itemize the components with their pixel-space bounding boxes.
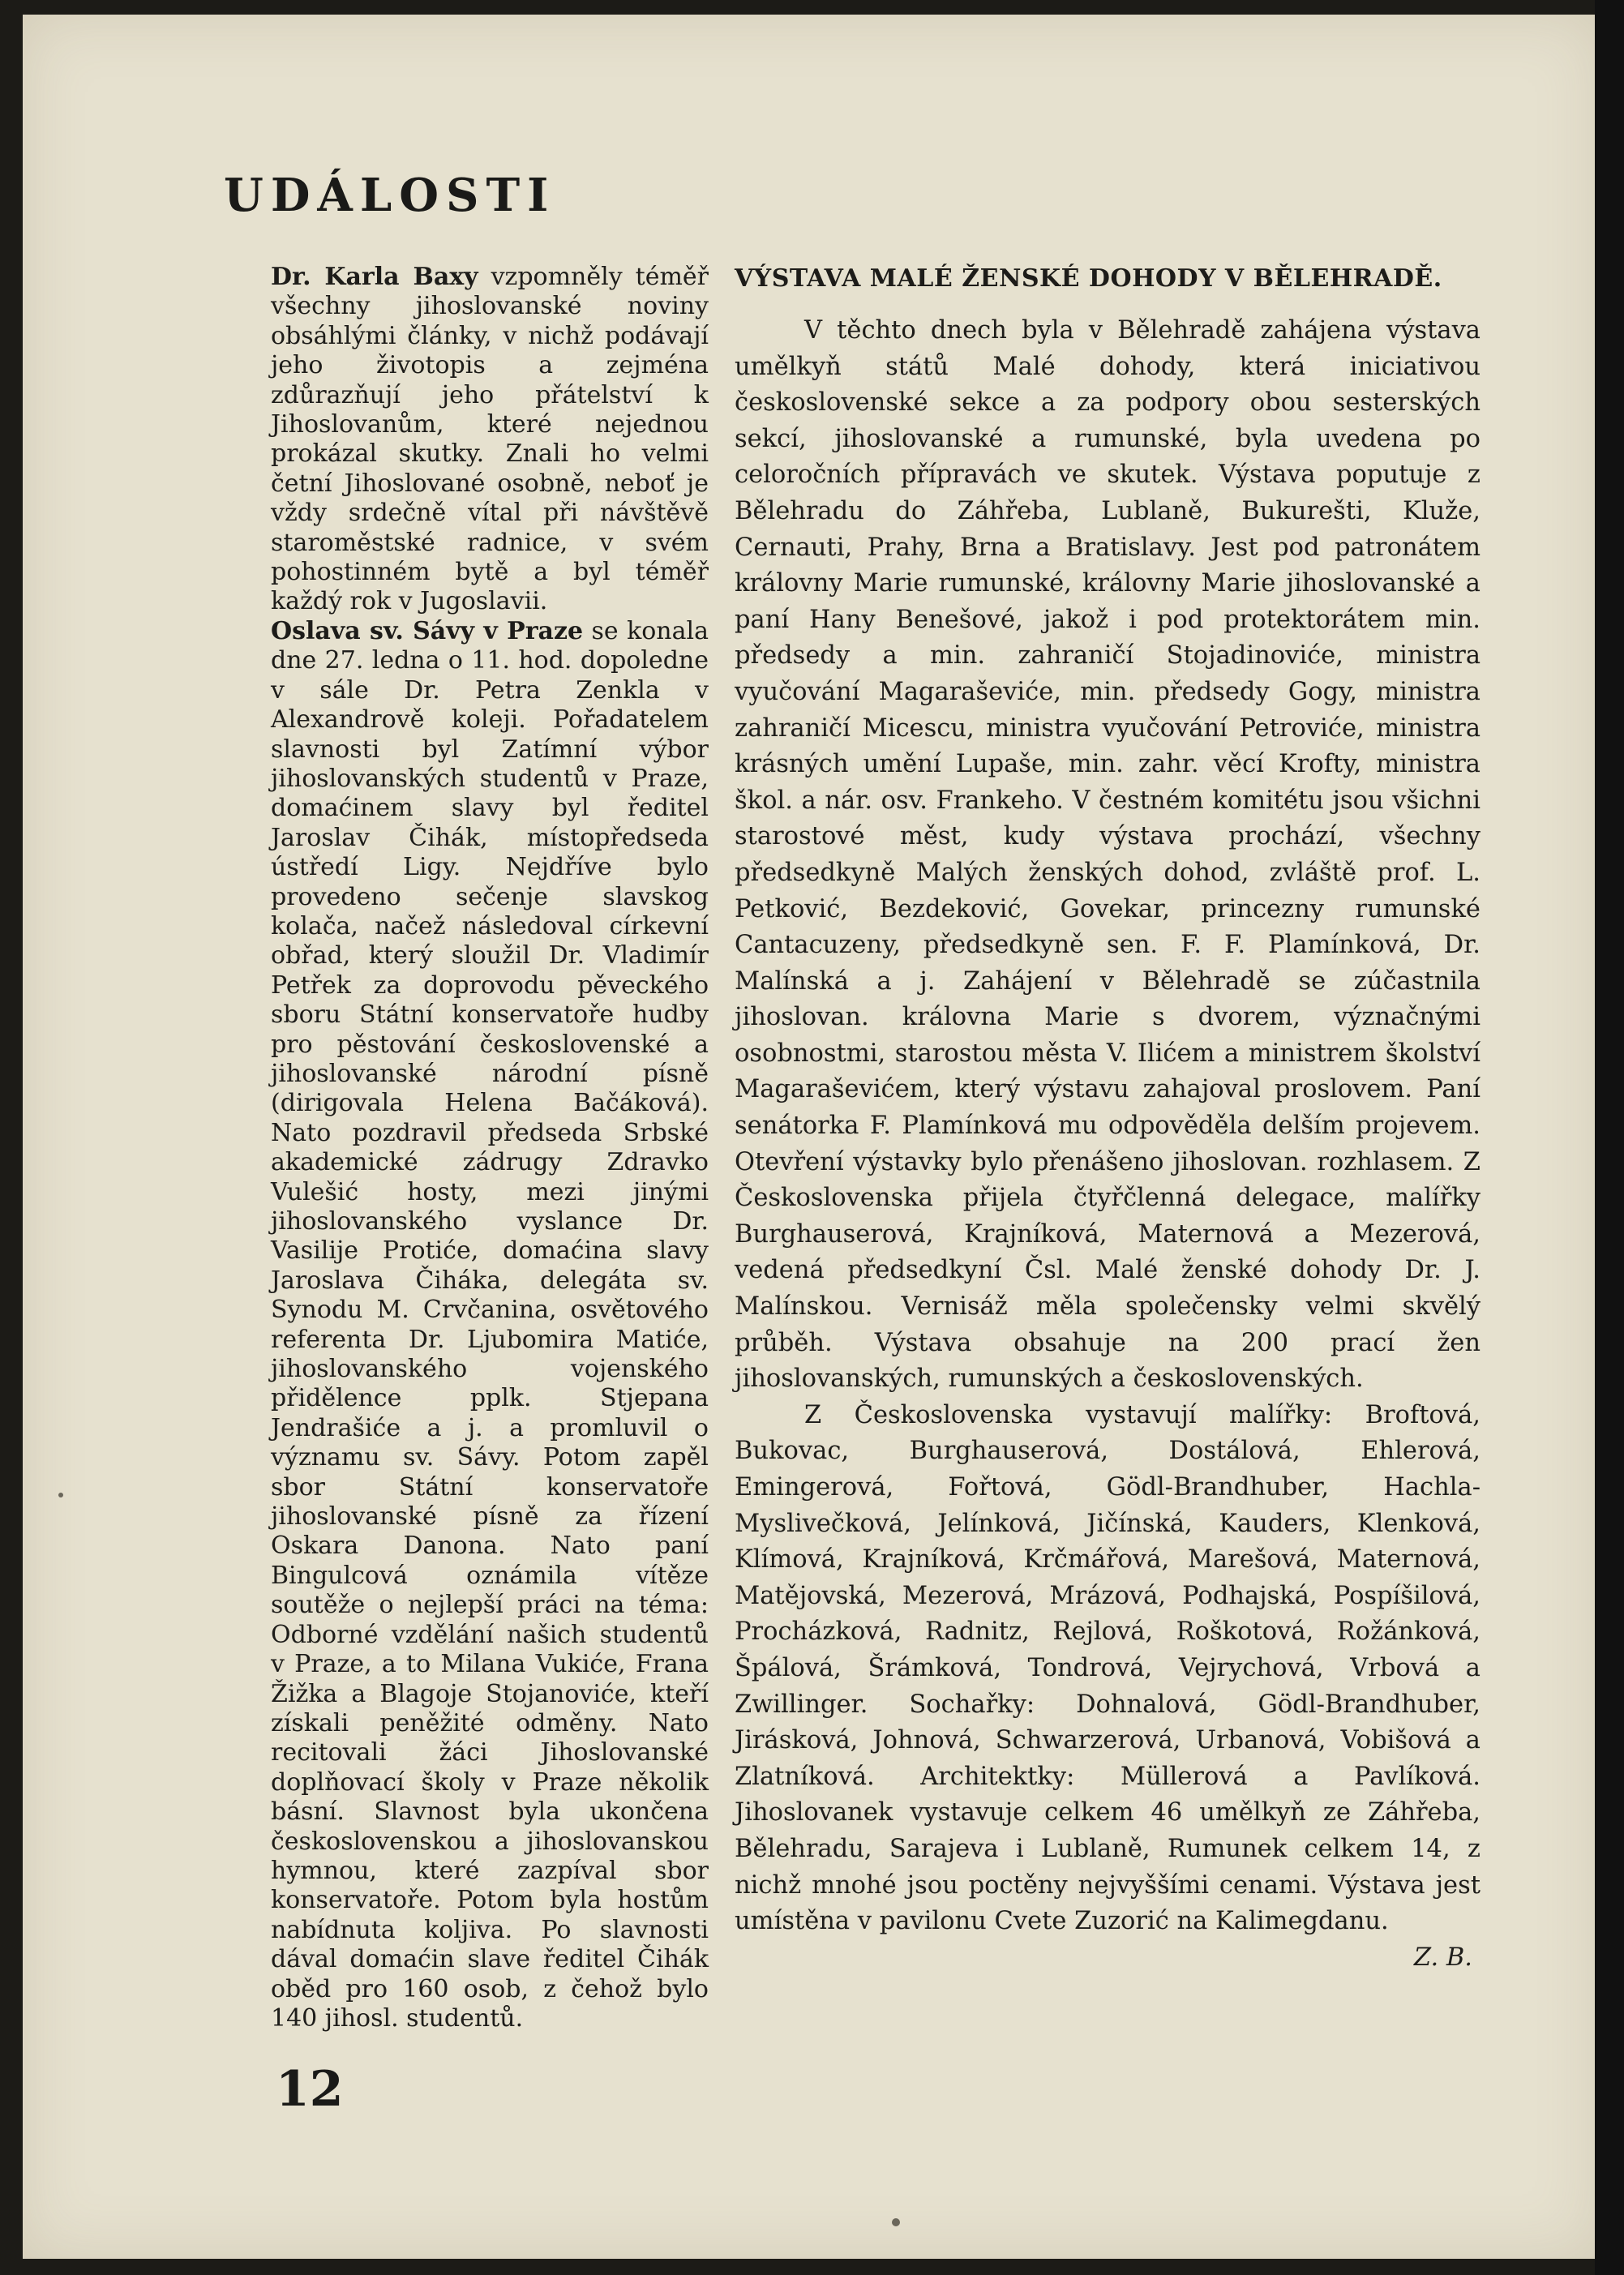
- section-heading: UDÁLOSTI: [224, 169, 556, 222]
- article-baxa-text: vzpomněly téměř všechny jihoslovanské noviny obsáhlými články, v nichž podávají jeho životopis a zejména zdůrazňují jeho přátelství k Jihoslovanům, které nejednou prokázal skutky. Znali ho velmi četní Jihoslované osobně, neboť je vždy srdečně vítal při návštěvě staroměstské radnice, v svém pohostinném bytě a byl téměř každý rok v Jugoslavii.: [271, 263, 709, 616]
- article-baxa: [271, 263, 709, 617]
- page-sheet: [23, 15, 1600, 2259]
- article-sava-lead: Oslava sv. Sávy v Praze: [271, 616, 584, 645]
- right-column: [735, 263, 1480, 1976]
- article-baxa-lead: Dr. Karla Baxy: [271, 263, 478, 291]
- scan-speck: [58, 1493, 63, 1497]
- left-column: [271, 263, 709, 2033]
- article-sava-text: se konala dne 27. ledna o 11. hod. dopoledne v sále Dr. Petra Zenkla v Alexandrově koleji. Pořadatelem slavnosti byl Zatímní výbor jihoslovanských studentů v Praze, domaćinem slavy byl ředitel Jaroslav Čihák, místopředseda ústředí Ligy. Nejdříve bylo provedeno sečenje slavskog kolača, načež následoval církevní obřad, který sloužil Dr. Vladimír Petřek za doprovodu pěveckého sboru Státní konservatoře hudby pro pěstování československé a jihoslovanské národní písně (dirigovala Helena Bačáková). Nato pozdravil předseda Srbské akademické zádrugy Zdravko Vulešić hosty, mezi jinými jihoslovanského vyslance Dr. Vasilije Protiće, domaćina slavy Jaroslava Čiháka, delegáta sv. Synodu M. Crvčanina, osvětového referenta Dr. Ljubomira Matiće, jihoslovanského vojenského přidělence pplk. Stjepana Jendrašiće a j. a promluvil o významu sv. Sávy. Potom zapěl sbor Státní konservatoře jihoslovanské písně za řízení Oskara Danona. Nato paní Bingulcová oznámila vítěze soutěže o nejlepší práci na téma: Odborné vzdělání našich studentů v Praze, a to Milana Vukiće, Frana Žižka a Blagoje Stojanoviće, kteří získali peněžité odměny. Nato recitovali žáci Jihoslovanské doplňovací školy v Praze několik básní. Slavnost byla ukončena československou a jihoslovanskou hymnou, které zazpíval sbor konservatoře. Potom byla hostům nabídnuta koljiva. Po slavnosti dával domaćin slave ředitel Čihák oběd pro 160 osob, z čehož bylo 140 jihosl. studentů.: [271, 616, 709, 2033]
- exhibition-paragraph-1: V těchto dnech byla v Bělehradě zahájena výstava umělkyň států Malé dohody, která iniciativou československé sekce a za podpory obou sesterských sekcí, jihoslovanské a rumunské, byla uvedena po celoročních přípravách ve skutek. Výstava poputuje z Bělehradu do Záhřeba, Lublaně, Bukurešti, Kluže, Cernauti, Prahy, Brna a Bratislavy. Jest pod patronátem královny Marie rumunské, královny Marie jihoslovanské a paní Hany Benešové, jakož i pod protektorátem min. předsedy a min. zahraničí Stojadinoviće, ministra vyučování Magaraševiće, min. předsedy Gogy, ministra zahraničí Micescu, ministra vyučování Petroviće, ministra krásných umění Lupaše, min. zahr. věcí Krofty, ministra škol. a nár. osv. Frankeho. V čestném komitétu jsou všichni starostové měst, kudy výstava prochází, všechny předsedkyně Malých ženských dohod, zvláště prof. L. Petković, Bezdeković, Govekar, princezny rumunské Cantacuzeny, předsedkyně sen. F. F. Plamínková, Dr. Malínská a j. Zahájení v Bělehradě se zúčastnila jihoslovan. královna Marie s dvorem, význačnými osobnostmi, starostou města V. Ilićem a ministrem školství Magaraševićem, který výstavu zahajoval proslovem. Paní senátorka F. Plamínková mu odpověděla delším projevem. Otevření výstavky bylo přenášeno jihoslovan. rozhlasem. Z Československa přijela čtyřčlenná delegace, malířky Burghauserová, Krajníková, Maternová a Mezerová, vedená předsedkyní Čsl. Malé ženské dohody Dr. J. Malínskou. Vernisáž měla společensky velmi skvělý průběh. Výstava obsahuje na 200 prací žen jihoslovanských, rumunských a československých.: [735, 316, 1480, 1394]
- exhibition-title: VÝSTAVA MALÉ ŽENSKÉ DOHODY V BĚLEHRADĚ.: [735, 264, 1442, 293]
- author-signature: Z. B.: [1413, 1943, 1472, 1972]
- page-number: 12: [276, 2061, 344, 2118]
- exhibition-paragraph-2: [735, 1398, 1480, 1972]
- scan-edge: [1595, 0, 1624, 2275]
- exhibition-paragraph-2-text: Z Československa vystavují malířky: Broftová, Bukovac, Burghauserová, Dostálová, Ehlerová, Emingerová, Fořtová, Gödl-Brandhuber, Hachla-Myslivečková, Jelínková, Jičínská, Kauders, Klenková, Klímová, Krajníková, Krčmářová, Marešová, Maternová, Matějovská, Mezerová, Mrázová, Podhajská, Pospíšilová, Procházková, Radnitz, Rejlová, Roškotová, Rožánková, Špálová, Šrámková, Tondrová, Vejrychová, Vrbová a Zwillinger. Sochařky: Dohnalová, Gödl-Brandhuber, Jirásková, Johnová, Schwarzerová, Urbanová, Vobišová a Zlatníková. Architektky: Müllerová a Pavlíková. Jihoslovanek vystavuje celkem 46 umělkyň ze Záhřeba, Bělehradu, Sarajeva i Lublaně, Rumunek celkem 14, z nichž mnohé jsou poctěny nejvyššími cenami. Výstava jest umístěna v pavilonu Cvete Zuzorić na Kalimegdanu.: [735, 1400, 1480, 1936]
- scan-speck: [892, 2218, 900, 2226]
- article-sava: [271, 617, 709, 2034]
